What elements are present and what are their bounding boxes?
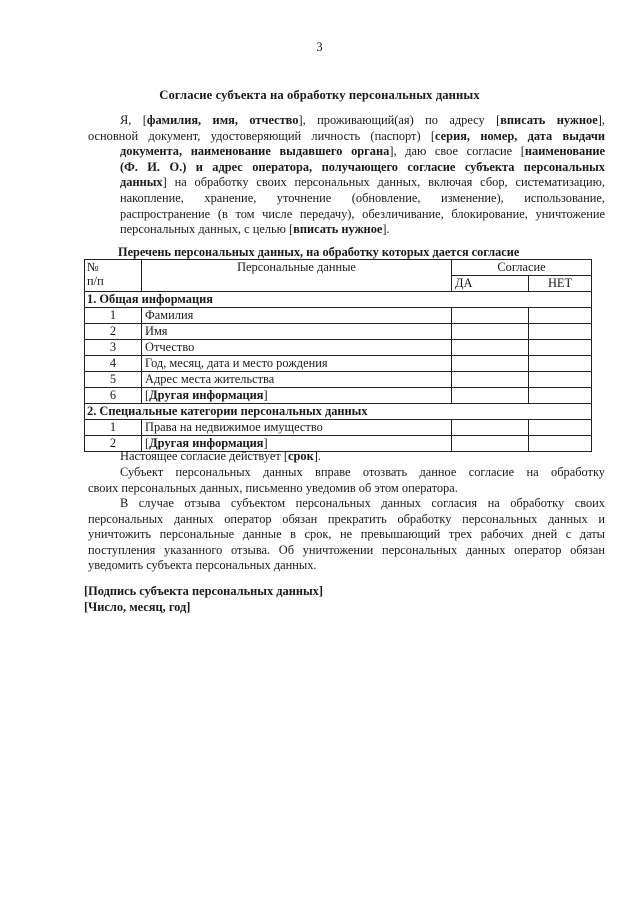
no-cell[interactable] <box>529 356 592 372</box>
withdrawal-line-4: поступления указанного отзыва. Об уничтожении персональных данных оператор обязан <box>88 542 605 557</box>
row-number: 2 <box>85 436 142 452</box>
revoke-line-2: своих персональных данных, письменно уведомив об этом оператора. <box>88 480 458 495</box>
withdrawal-paragraph <box>88 496 605 574</box>
no-cell[interactable] <box>529 388 592 404</box>
row-data-name: Год, месяц, дата и место рождения <box>142 356 452 372</box>
intro-line-8: персональных данных, с целью [вписать нужное]. <box>120 222 390 237</box>
table-row <box>85 372 592 388</box>
table-row <box>85 308 592 324</box>
section-row <box>85 292 592 308</box>
page-number: 3 <box>316 40 323 54</box>
row-number: 3 <box>85 340 142 356</box>
table-row <box>85 420 592 436</box>
yes-cell[interactable] <box>452 356 529 372</box>
table-title: Перечень персональных данных, на обработку которых дается согласие <box>118 245 520 259</box>
no-cell[interactable] <box>529 372 592 388</box>
row-number: 2 <box>85 324 142 340</box>
withdrawal-line-5: уведомить субъекта персональных данных. <box>88 558 317 573</box>
row-data-name: Имя <box>142 324 452 340</box>
header-personal-data: Персональные данные <box>142 260 452 292</box>
row-number: 6 <box>85 388 142 404</box>
header-number-cell: № п/п <box>85 260 142 292</box>
row-number: 1 <box>85 420 142 436</box>
row-number: 5 <box>85 372 142 388</box>
yes-cell[interactable] <box>452 308 529 324</box>
yes-cell[interactable] <box>452 372 529 388</box>
intro-line-4: (Ф. И. О.) и адрес оператора, получающего согласие субъекта персональных <box>120 159 605 174</box>
row-number: 4 <box>85 356 142 372</box>
yes-cell[interactable] <box>452 340 529 356</box>
withdrawal-line-2: персональных данных оператор обязан прекратить обработку персональных данных и <box>88 511 605 526</box>
row-data-name: Отчество <box>142 340 452 356</box>
row-number: 1 <box>85 308 142 324</box>
section-row <box>85 404 592 420</box>
intro-line-3: документа, наименование выдавшего органа], даю свое согласие [наименование <box>120 144 606 159</box>
intro-line-6: накопление, хранение, уточнение (обновление, изменение), использование, <box>120 190 605 205</box>
document-title: Согласие субъекта на обработку персональных данных <box>159 88 480 102</box>
withdrawal-line-3: уничтожить персональные данные в срок, не превышающий трех рабочих дней с даты <box>88 527 605 542</box>
header-yes: ДА <box>452 276 529 292</box>
no-cell[interactable] <box>529 308 592 324</box>
no-cell[interactable] <box>529 324 592 340</box>
table-header-row-1 <box>85 260 592 276</box>
no-cell[interactable] <box>529 340 592 356</box>
row-data-name: Адрес места жительства <box>142 372 452 388</box>
date-placeholder: [Число, месяц, год] <box>84 600 191 614</box>
table-row <box>85 388 592 404</box>
intro-line-5: данных] на обработку своих персональных данных, включая сбор, систематизацию, <box>120 175 605 190</box>
header-consent: Согласие <box>452 260 592 276</box>
header-no: НЕТ <box>529 276 592 292</box>
row-data-name: [Другая информация] <box>142 388 452 404</box>
row-data-name: [Другая информация] <box>142 436 452 452</box>
row-data-name: Права на недвижимое имущество <box>142 420 452 436</box>
intro-line-2: основной документ, удостоверяющий личность (паспорт) [серия, номер, дата выдачи <box>88 128 605 143</box>
intro-line-7: распространение (в том числе передачу), обезличивание, блокирование, уничтожение <box>120 206 605 221</box>
intro-paragraph <box>88 113 605 238</box>
yes-cell[interactable] <box>452 324 529 340</box>
signature-placeholder: [Подпись субъекта персональных данных] <box>84 584 323 598</box>
intro-line-1: Я, [фамилия, имя, отчество], проживающий(ая) по адресу [вписать нужное], <box>120 113 605 127</box>
revoke-line-1: Субъект персональных данных вправе отозвать данное согласие на обработку <box>120 465 605 479</box>
section-special-categories: 2. Специальные категории персональных данных <box>85 404 592 420</box>
table-row <box>85 340 592 356</box>
validity-paragraph: Настоящее согласие действует [срок]. <box>120 449 321 463</box>
personal-data-table <box>84 259 592 452</box>
yes-cell[interactable] <box>452 388 529 404</box>
yes-cell[interactable] <box>452 420 529 436</box>
section-general-info: 1. Общая информация <box>85 292 592 308</box>
revoke-paragraph <box>88 465 605 496</box>
withdrawal-line-1: В случае отзыва субъектом персональных данных согласия на обработку своих <box>120 496 605 510</box>
table-row <box>85 356 592 372</box>
no-cell[interactable] <box>529 420 592 436</box>
row-data-name: Фамилия <box>142 308 452 324</box>
table-row <box>85 324 592 340</box>
